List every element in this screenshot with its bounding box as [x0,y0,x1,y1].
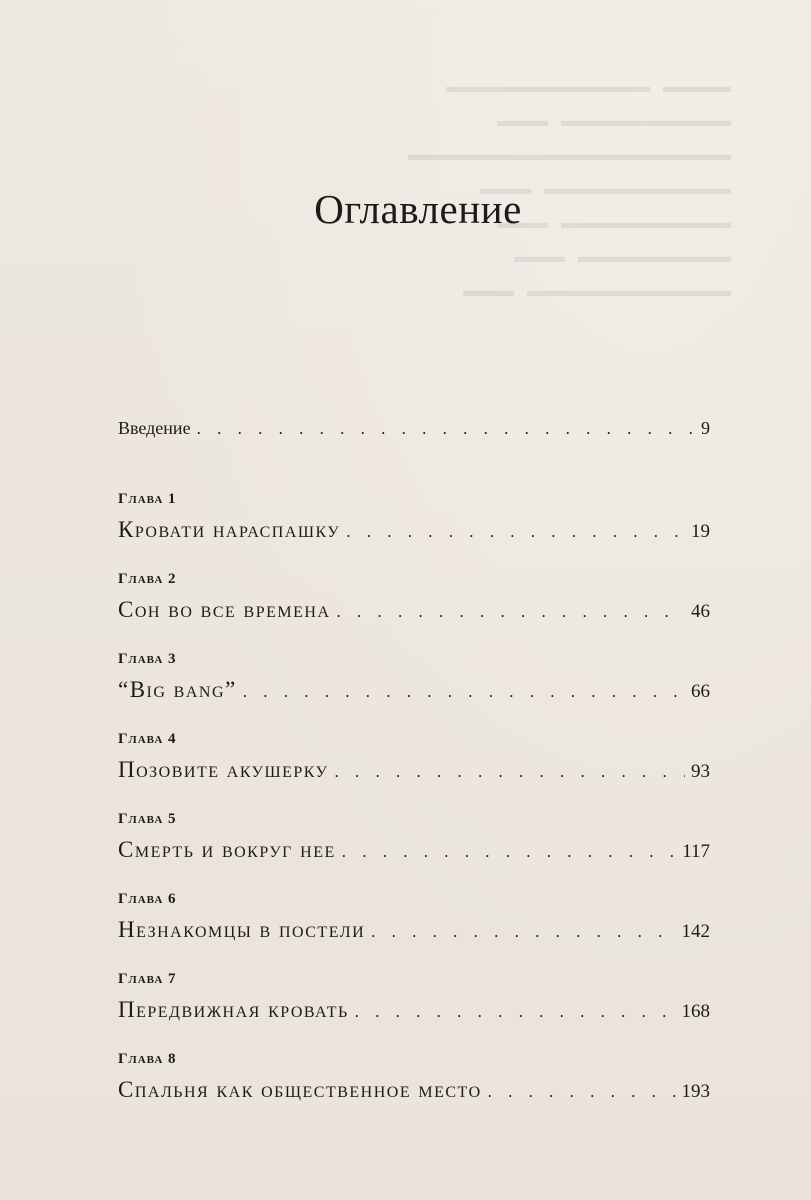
toc-page-number: 168 [681,1001,710,1022]
toc-chapter-2[interactable] [118,568,710,626]
table-of-contents [118,418,710,1128]
chapter-label: Глава 6 [118,891,177,907]
chapter-label: Глава 4 [118,731,177,747]
chapter-title: Спальня как общественное место [118,1077,482,1102]
toc-chapter-4[interactable] [118,728,710,786]
toc-entry-introduction[interactable] [118,418,710,456]
chapter-title: Смерть и вокруг нее [118,837,336,862]
show-through-text: ▬▬▬▬ ▬▬▬▬▬▬▬▬▬▬▬▬ ▬▬▬▬▬▬▬▬▬▬ ▬▬▬ ▬▬▬▬▬▬▬▬▬▬▬▬▬▬▬▬▬▬▬ ▬▬▬▬▬▬▬▬▬▬▬ ▬▬▬ ▬▬▬▬▬▬▬▬▬▬ ▬▬▬ ▬▬▬▬▬▬▬▬▬ ▬▬▬ ▬▬▬▬▬▬▬▬▬▬▬▬ ▬▬▬ [408,77,731,300]
toc-page-number: 117 [682,841,710,862]
dot-leader [197,419,695,439]
chapter-label: Глава 8 [118,1051,177,1067]
chapter-title: Кровати нараспашку [118,517,341,542]
chapter-label: Глава 2 [118,571,177,587]
toc-chapter-8[interactable] [118,1048,710,1106]
dot-leader [243,676,685,708]
chapter-label: Глава 7 [118,971,177,987]
dot-leader [346,516,685,548]
toc-page-number: 66 [691,681,710,702]
dot-leader [342,836,676,868]
toc-chapter-3[interactable] [118,648,710,706]
chapter-title: “Big bang” [118,677,237,702]
toc-chapter-7[interactable] [118,968,710,1026]
dot-leader [371,916,675,948]
page-title: Оглавление [314,186,522,232]
toc-page-number: 142 [681,921,710,942]
chapter-label: Глава 3 [118,651,177,667]
dot-leader [488,1076,676,1108]
toc-chapter-6[interactable] [118,888,710,946]
toc-page-number: 193 [681,1081,710,1102]
dot-leader [337,596,686,628]
toc-page-number: 9 [701,418,710,438]
toc-chapter-1[interactable] [118,488,710,546]
chapter-title: Передвижная кровать [118,997,349,1022]
toc-chapter-5[interactable] [118,808,710,866]
toc-page-number: 19 [691,521,710,542]
dot-leader [335,756,686,788]
toc-entry-title: Введение [118,418,191,438]
chapter-label: Глава 5 [118,811,177,827]
toc-page-number: 93 [691,761,710,782]
chapter-label: Глава 1 [118,491,177,507]
chapter-title: Незнакомцы в постели [118,917,366,942]
chapter-title: Сон во все времена [118,597,331,622]
chapter-title: Позовите акушерку [118,757,329,782]
toc-page-number: 46 [691,601,710,622]
dot-leader [355,996,676,1028]
